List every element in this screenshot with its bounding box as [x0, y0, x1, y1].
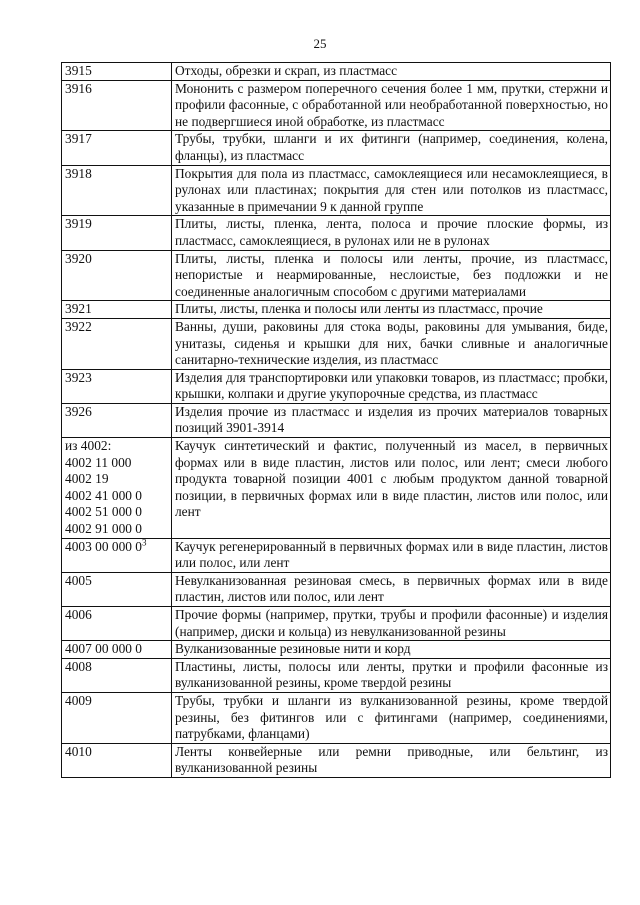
table-row [62, 131, 611, 165]
commodity-code: 3918 [65, 165, 92, 181]
table-row [62, 658, 611, 692]
code-cell [62, 572, 172, 606]
commodity-code: 4002 19 [65, 471, 109, 487]
code-cell [62, 641, 172, 659]
description-cell: Ванны, души, раковины для стока воды, раковины для умывания, биде, унитазы, сиденья и крышки для них, бачки сливные и аналогичные санитарно-технические изделия, из пластмасс [172, 318, 611, 369]
commodity-code: 4008 [65, 658, 92, 674]
code-cell [62, 369, 172, 403]
description-cell: Каучук регенерированный в первичных формах или в виде пластин, листов или полос, или лент [172, 538, 611, 572]
description-cell: Отходы, обрезки и скрап, из пластмасс [172, 63, 611, 81]
description-cell: Ленты конвейерные или ремни приводные, или бельтинг, из вулканизованной резины [172, 743, 611, 777]
code-cell [62, 318, 172, 369]
code-cell [62, 438, 172, 539]
commodity-code: 3926 [65, 403, 92, 419]
commodity-codes-table [61, 62, 611, 778]
code-cell [62, 658, 172, 692]
commodity-code: 4002 91 000 0 [65, 521, 142, 537]
commodity-code: 3920 [65, 250, 92, 266]
commodity-code: 4002 41 000 0 [65, 487, 142, 503]
commodity-code: 3919 [65, 216, 92, 232]
table-row [62, 80, 611, 131]
description-cell: Трубы, трубки и шланги из вулканизованной резины, кроме твердой резины, без фитингов или с фитингами (например, соединениями, патрубками, фланцами) [172, 692, 611, 743]
table-row [62, 538, 611, 572]
code-cell [62, 63, 172, 81]
commodity-code: 4002 11 000 [65, 454, 132, 470]
commodity-code: 4002 51 000 0 [65, 504, 142, 520]
table-row [62, 63, 611, 81]
table-row [62, 692, 611, 743]
table-body [62, 63, 611, 778]
table-row [62, 301, 611, 319]
commodity-code: 3921 [65, 301, 92, 317]
code-cell [62, 403, 172, 437]
table-row [62, 250, 611, 301]
description-cell: Невулканизованная резиновая смесь, в первичных формах или в виде пластин, листов или полос, или лент [172, 572, 611, 606]
table-row [62, 743, 611, 777]
code-cell [62, 216, 172, 250]
description-cell: Вулканизованные резиновые нити и корд [172, 641, 611, 659]
commodity-code: 3917 [65, 131, 92, 147]
code-cell [62, 165, 172, 216]
table-row [62, 403, 611, 437]
code-cell [62, 743, 172, 777]
description-cell: Изделия прочие из пластмасс и изделия из прочих материалов товарных позиций 3901-3914 [172, 403, 611, 437]
table-row [62, 318, 611, 369]
description-cell: Прочие формы (например, прутки, трубы и профили фасонные) и изделия (например, диски и кольца) из невулканизованной резины [172, 607, 611, 641]
commodity-code: 3915 [65, 63, 92, 78]
description-cell: Плиты, листы, пленка и полосы или ленты, прочие, из пластмасс, непористые и неармированные, неслоистые, без подложки и не соединенные аналогичным способом с другими материалами [172, 250, 611, 301]
description-cell: Плиты, листы, пленка, лента, полоса и прочие плоские формы, из пластмасс, самоклеящиеся, в рулонах или не в рулонах [172, 216, 611, 250]
code-cell [62, 538, 172, 572]
description-cell: Изделия для транспортировки или упаковки товаров, из пластмасс; пробки, крышки, колпаки и другие укупорочные средства, из пластмасс [172, 369, 611, 403]
code-cell [62, 250, 172, 301]
description-cell: Каучук синтетический и фактис, полученный из масел, в первичных формах или в виде пластин, листов или полос, или лент; смеси любого продукта товарной позиции 4001 с любым продуктом данной товарной позиции, в первичных формах или в виде пластин, листов или полос, или лент [172, 438, 611, 539]
description-cell: Покрытия для пола из пластмасс, самоклеящиеся или несамоклеящиеся, в рулонах или пластинах; покрытия для стен или потолков из пластмасс, указанные в примечании 9 к данной группе [172, 165, 611, 216]
commodity-code: 4009 [65, 692, 92, 708]
table-row [62, 369, 611, 403]
commodity-code: 4007 00 000 0 [65, 641, 142, 657]
table-row [62, 165, 611, 216]
page-number: 25 [313, 36, 327, 51]
commodity-code: 3922 [65, 318, 92, 334]
table-row [62, 216, 611, 250]
commodity-code: 3916 [65, 80, 92, 96]
commodity-code: из 4002: [65, 438, 112, 454]
commodity-code: 4003 00 000 $0^3$ [65, 537, 147, 554]
table-row [62, 607, 611, 641]
code-cell [62, 692, 172, 743]
description-cell: Плиты, листы, пленка и полосы или ленты из пластмасс, прочие [172, 301, 611, 319]
commodity-code: 4005 [65, 572, 92, 588]
commodity-code: 4006 [65, 607, 92, 622]
table-row [62, 438, 611, 539]
description-cell: Пластины, листы, полосы или ленты, прутки и профили фасонные из вулканизованной резины, кроме твердой резины [172, 658, 611, 692]
code-cell [62, 607, 172, 641]
footnote-marker: 3 [142, 537, 147, 548]
description-cell: Мононить с размером поперечного сечения более 1 мм, прутки, стержни и профили фасонные, с обработанной или необработанной поверхностью, но не подвергшиеся иной обработке, из пластмасс [172, 80, 611, 131]
code-cell [62, 80, 172, 131]
table-row [62, 641, 611, 659]
description-cell: Трубы, трубки, шланги и их фитинги (например, соединения, колена, фланцы), из пластмасс [172, 131, 611, 165]
code-cell [62, 131, 172, 165]
table-row [62, 572, 611, 606]
commodity-code: 4010 [65, 743, 92, 759]
code-cell [62, 301, 172, 319]
commodity-code: 3923 [65, 369, 92, 385]
